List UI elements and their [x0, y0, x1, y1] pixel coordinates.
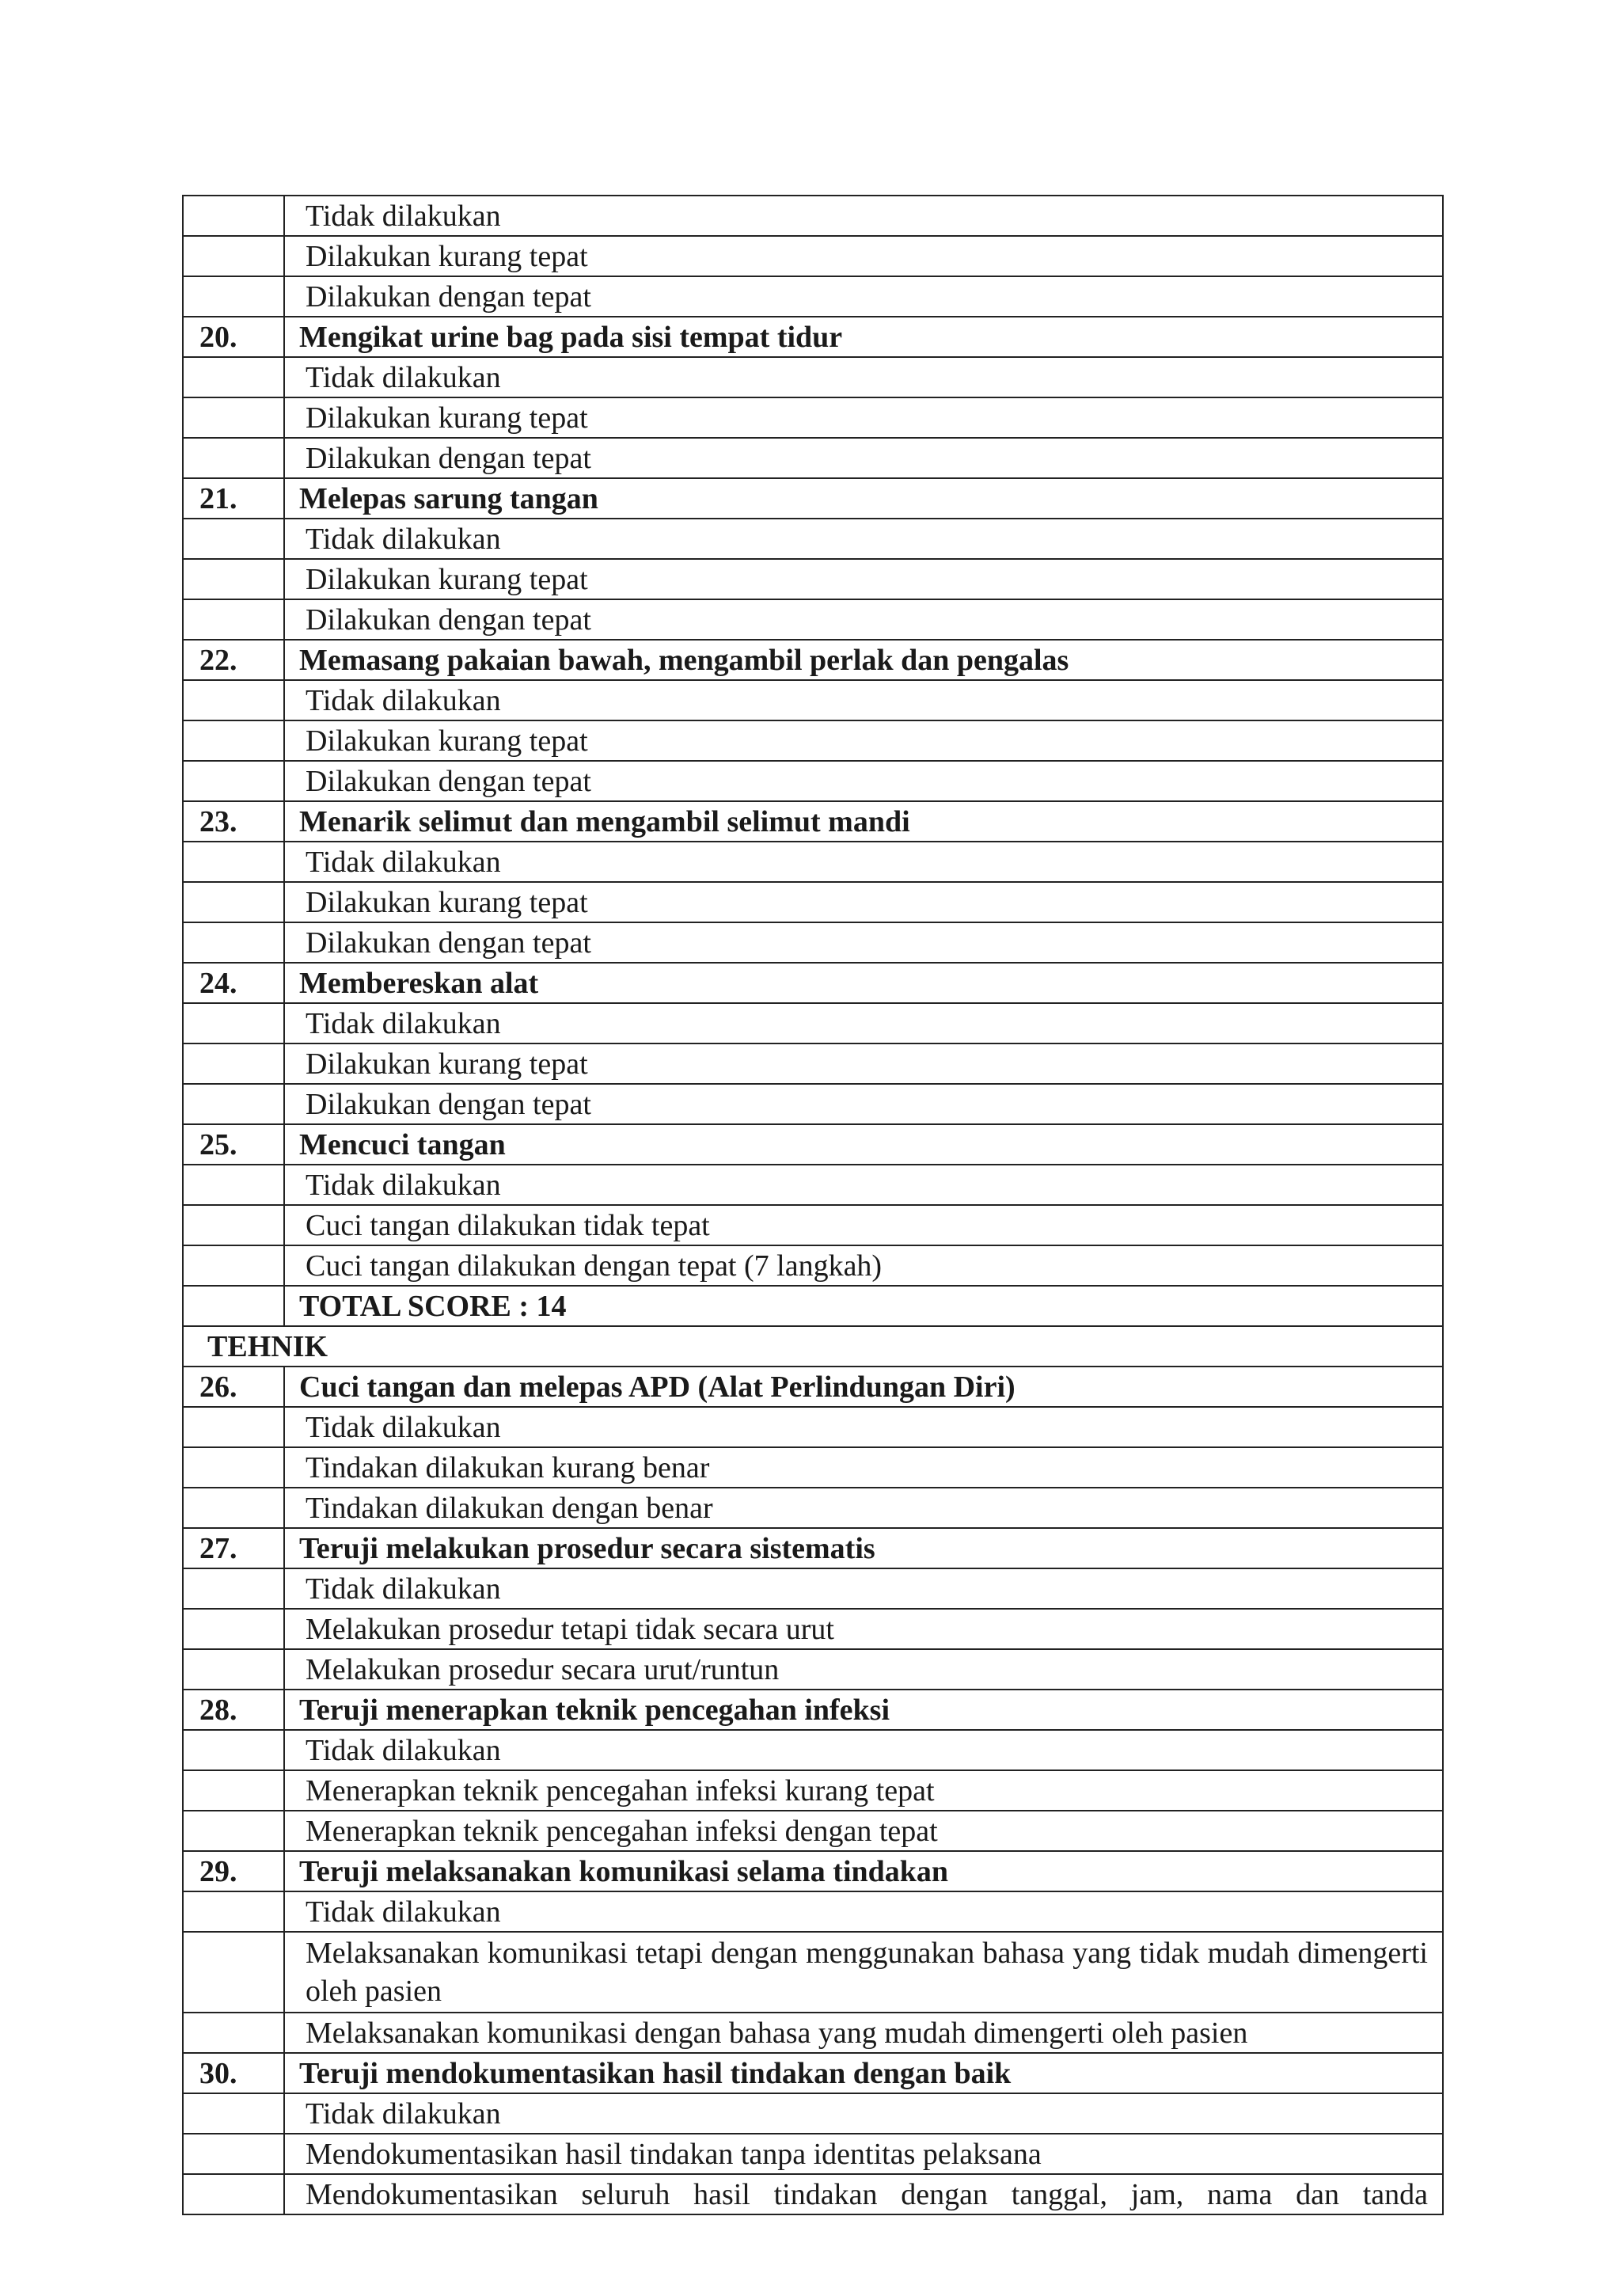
step-number	[183, 1043, 284, 1084]
option-text: Tidak dilakukan	[284, 1165, 1443, 1205]
total-score-row	[183, 1286, 1443, 1326]
step-number: 21.	[183, 478, 284, 519]
step-number	[183, 1165, 284, 1205]
step-title: Teruji mendokumentasikan hasil tindakan dengan baik	[284, 2053, 1443, 2093]
step-number	[183, 1811, 284, 1851]
option-row	[183, 397, 1443, 438]
option-text: Tindakan dilakukan kurang benar	[284, 1447, 1443, 1488]
step-row	[183, 317, 1443, 357]
option-text: Tidak dilakukan	[284, 196, 1443, 236]
option-text: Tindakan dilakukan dengan benar	[284, 1488, 1443, 1528]
option-row	[183, 196, 1443, 236]
step-number	[183, 1407, 284, 1447]
option-row	[183, 1891, 1443, 1932]
step-number	[183, 438, 284, 478]
step-number	[183, 761, 284, 801]
step-number	[183, 1770, 284, 1811]
option-row	[183, 519, 1443, 559]
step-title: Teruji menerapkan teknik pencegahan infeksi	[284, 1690, 1443, 1730]
option-text: Dilakukan kurang tepat	[284, 1043, 1443, 1084]
step-number: 28.	[183, 1690, 284, 1730]
option-row	[183, 761, 1443, 801]
step-title: Membereskan alat	[284, 963, 1443, 1003]
option-row	[183, 438, 1443, 478]
total-score: TOTAL SCORE : 14	[284, 1286, 1443, 1326]
step-number	[183, 1447, 284, 1488]
step-row	[183, 1690, 1443, 1730]
option-row	[183, 1043, 1443, 1084]
option-text: Cuci tangan dilakukan tidak tepat	[284, 1205, 1443, 1245]
option-text: Cuci tangan dilakukan dengan tepat (7 langkah)	[284, 1245, 1443, 1286]
step-row	[183, 2053, 1443, 2093]
step-number	[183, 1649, 284, 1690]
section-header-row	[183, 1326, 1443, 1367]
step-number	[183, 2093, 284, 2134]
step-number	[183, 720, 284, 761]
option-row	[183, 1084, 1443, 1124]
section-title: TEHNIK	[183, 1326, 1443, 1367]
option-row	[183, 1407, 1443, 1447]
option-row	[183, 2174, 1443, 2214]
step-number	[183, 1488, 284, 1528]
step-number: 27.	[183, 1528, 284, 1568]
option-text: Dilakukan kurang tepat	[284, 720, 1443, 761]
step-number: 25.	[183, 1124, 284, 1165]
step-number	[183, 882, 284, 922]
option-text: Mendokumentasikan hasil tindakan tanpa identitas pelaksana	[284, 2134, 1443, 2174]
checklist-table	[182, 195, 1444, 2215]
step-number: 24.	[183, 963, 284, 1003]
option-text: Dilakukan dengan tepat	[284, 1084, 1443, 1124]
option-row	[183, 2093, 1443, 2134]
step-number	[183, 1568, 284, 1609]
option-row	[183, 1932, 1443, 2013]
option-row	[183, 1811, 1443, 1851]
step-number	[183, 1730, 284, 1770]
step-row	[183, 963, 1443, 1003]
option-row	[183, 236, 1443, 276]
option-text: Melakukan prosedur secara urut/runtun	[284, 1649, 1443, 1690]
step-number	[183, 680, 284, 720]
step-number: 30.	[183, 2053, 284, 2093]
step-number	[183, 1205, 284, 1245]
step-number	[183, 357, 284, 397]
step-row	[183, 1851, 1443, 1891]
step-number: 20.	[183, 317, 284, 357]
option-row	[183, 1447, 1443, 1488]
step-number	[183, 599, 284, 640]
step-row	[183, 1528, 1443, 1568]
step-row	[183, 478, 1443, 519]
option-text: Dilakukan dengan tepat	[284, 438, 1443, 478]
option-text: Dilakukan dengan tepat	[284, 761, 1443, 801]
step-number	[183, 2013, 284, 2053]
option-text: Tidak dilakukan	[284, 357, 1443, 397]
option-text: Dilakukan dengan tepat	[284, 922, 1443, 963]
option-row	[183, 1205, 1443, 1245]
step-number	[183, 1245, 284, 1286]
option-text: Tidak dilakukan	[284, 680, 1443, 720]
option-row	[183, 922, 1443, 963]
step-number: 29.	[183, 1851, 284, 1891]
option-text: Tidak dilakukan	[284, 1730, 1443, 1770]
option-text: Melaksanakan komunikasi tetapi dengan menggunakan bahasa yang tidak mudah dimengerti oleh pasien	[284, 1932, 1443, 2013]
option-row	[183, 1609, 1443, 1649]
option-text: Tidak dilakukan	[284, 519, 1443, 559]
option-text: Tidak dilakukan	[284, 1891, 1443, 1932]
option-row	[183, 599, 1443, 640]
step-row	[183, 801, 1443, 842]
option-text: Tidak dilakukan	[284, 842, 1443, 882]
option-row	[183, 720, 1443, 761]
option-text: Menerapkan teknik pencegahan infeksi dengan tepat	[284, 1811, 1443, 1851]
step-title: Menarik selimut dan mengambil selimut mandi	[284, 801, 1443, 842]
step-title: Cuci tangan dan melepas APD (Alat Perlindungan Diri)	[284, 1367, 1443, 1407]
option-row	[183, 882, 1443, 922]
step-row	[183, 1124, 1443, 1165]
step-row	[183, 1367, 1443, 1407]
option-row	[183, 1165, 1443, 1205]
step-number	[183, 2134, 284, 2174]
step-title: Mencuci tangan	[284, 1124, 1443, 1165]
option-text: Dilakukan kurang tepat	[284, 397, 1443, 438]
step-number	[183, 196, 284, 236]
option-row	[183, 1245, 1443, 1286]
option-text: Dilakukan dengan tepat	[284, 276, 1443, 317]
option-text: Dilakukan kurang tepat	[284, 559, 1443, 599]
option-row	[183, 2134, 1443, 2174]
step-number	[183, 559, 284, 599]
option-text: Melaksanakan komunikasi dengan bahasa yang mudah dimengerti oleh pasien	[284, 2013, 1443, 2053]
option-row	[183, 357, 1443, 397]
step-number	[183, 397, 284, 438]
step-number	[183, 1286, 284, 1326]
step-number	[183, 276, 284, 317]
option-text: Melakukan prosedur tetapi tidak secara urut	[284, 1609, 1443, 1649]
step-number	[183, 1609, 284, 1649]
option-row	[183, 2013, 1443, 2053]
checklist-body	[183, 196, 1443, 2214]
option-text: Dilakukan kurang tepat	[284, 236, 1443, 276]
option-text: Dilakukan kurang tepat	[284, 882, 1443, 922]
step-title: Memasang pakaian bawah, mengambil perlak dan pengalas	[284, 640, 1443, 680]
step-number: 22.	[183, 640, 284, 680]
option-row	[183, 1568, 1443, 1609]
option-row	[183, 680, 1443, 720]
option-text: Menerapkan teknik pencegahan infeksi kurang tepat	[284, 1770, 1443, 1811]
step-number	[183, 922, 284, 963]
option-row	[183, 1003, 1443, 1043]
step-title: Mengikat urine bag pada sisi tempat tidur	[284, 317, 1443, 357]
step-number: 23.	[183, 801, 284, 842]
step-number	[183, 519, 284, 559]
step-title: Teruji melakukan prosedur secara sistematis	[284, 1528, 1443, 1568]
step-number	[183, 1891, 284, 1932]
step-number	[183, 1003, 284, 1043]
step-title: Melepas sarung tangan	[284, 478, 1443, 519]
option-row	[183, 1649, 1443, 1690]
option-text: Tidak dilakukan	[284, 1568, 1443, 1609]
option-text: Tidak dilakukan	[284, 2093, 1443, 2134]
step-number	[183, 2174, 284, 2214]
option-text: Tidak dilakukan	[284, 1407, 1443, 1447]
step-title: Teruji melaksanakan komunikasi selama tindakan	[284, 1851, 1443, 1891]
step-number	[183, 1084, 284, 1124]
option-row	[183, 559, 1443, 599]
option-text: Tidak dilakukan	[284, 1003, 1443, 1043]
option-row	[183, 276, 1443, 317]
step-number	[183, 842, 284, 882]
option-row	[183, 842, 1443, 882]
step-row	[183, 640, 1443, 680]
step-number	[183, 236, 284, 276]
option-row	[183, 1488, 1443, 1528]
step-number: 26.	[183, 1367, 284, 1407]
option-text: Dilakukan dengan tepat	[284, 599, 1443, 640]
option-row	[183, 1770, 1443, 1811]
option-row	[183, 1730, 1443, 1770]
option-text: Mendokumentasikan seluruh hasil tindakan dengan tanggal, jam, nama dan tanda	[284, 2174, 1443, 2214]
step-number	[183, 1932, 284, 2013]
